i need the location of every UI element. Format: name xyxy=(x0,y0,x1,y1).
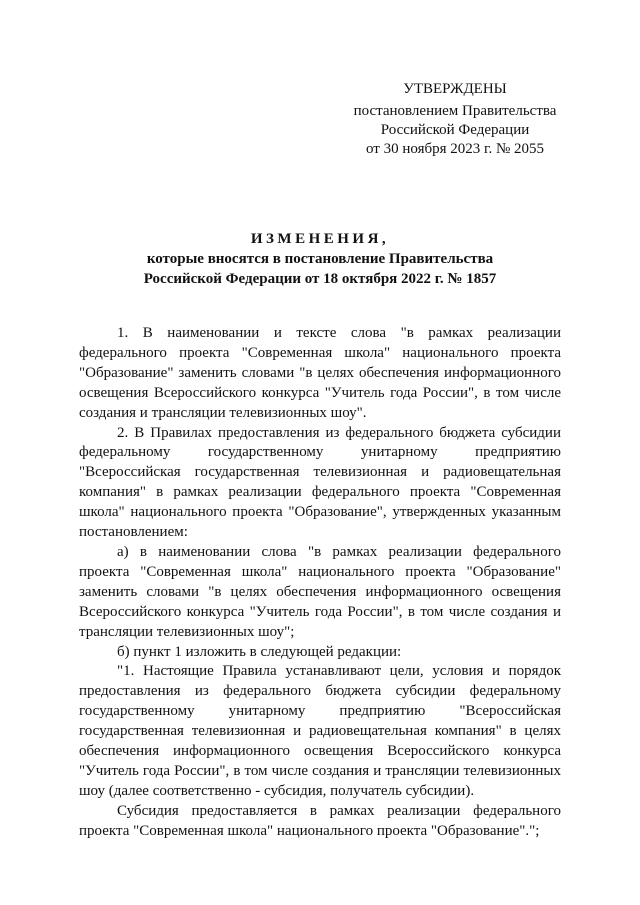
approval-heading: УТВЕРЖДЕНЫ xyxy=(403,81,507,97)
paragraph-2b: б) пункт 1 изложить в следующей редакции: xyxy=(117,643,402,660)
document-subtitle xyxy=(80,249,560,289)
subtitle-line: Российской Федерации от 18 октября 2022 г. № 1857 xyxy=(143,271,497,287)
paragraph-quoted-rule-1: "1. Настоящие Правила устанавливают цели, условия и порядок предоставления из федерального бюджета субсидии федеральному государственному унитарному предприятию "Всероссийская государственная телевизионная и радиовещательная компания" в целях обеспечения информационного освещения Всероссийского конкурса "Учитель года России", в том числе создания и трансляции телевизионных шоу (далее соответственно - субсидия, получатель субсидии). xyxy=(79,663,561,799)
paragraph-quoted-subsidy: Субсидия предоставляется в рамках реализации федерального проекта "Современная школа" национального проекта "Образование"."; xyxy=(79,802,561,839)
paragraph-2a: а) в наименовании слова "в рамках реализации федерального проекта "Современная школа" национального проекта "Образование" заменить словами "в целях обеспечения информационного освещения Всероссийского конкурса "Учитель года России", в том числе создания и трансляции телевизионных шоу"; xyxy=(79,543,561,640)
document-title: ИЗМЕНЕНИЯ, xyxy=(250,231,390,247)
approval-line: постановлением Правительства xyxy=(353,103,557,119)
document-body xyxy=(79,324,561,842)
paragraph-1: 1. В наименовании и тексте слова "в рамках реализации федерального проекта "Современная школа" национального проекта "Образование" заменить словами "в целях обеспечения информационного освещения Всероссийского конкурса "Учитель года России", в том числе создания и трансляции телевизионных шоу". xyxy=(79,325,561,421)
approval-line: Российской Федерации xyxy=(380,122,530,138)
approval-block xyxy=(338,80,572,159)
subtitle-line: которые вносятся в постановление Правительства xyxy=(146,251,494,267)
paragraph-2: 2. В Правилах предоставления из федерального бюджета субсидии федеральному государственному унитарному предприятию "Всероссийская государственная телевизионная и радиовещательная компания" в рамках реализации федерального проекта "Современная школа" национального проекта "Образование", утвержденных указанным постановлением: xyxy=(79,424,561,541)
approval-line: от 30 ноября 2023 г. № 2055 xyxy=(365,141,545,157)
